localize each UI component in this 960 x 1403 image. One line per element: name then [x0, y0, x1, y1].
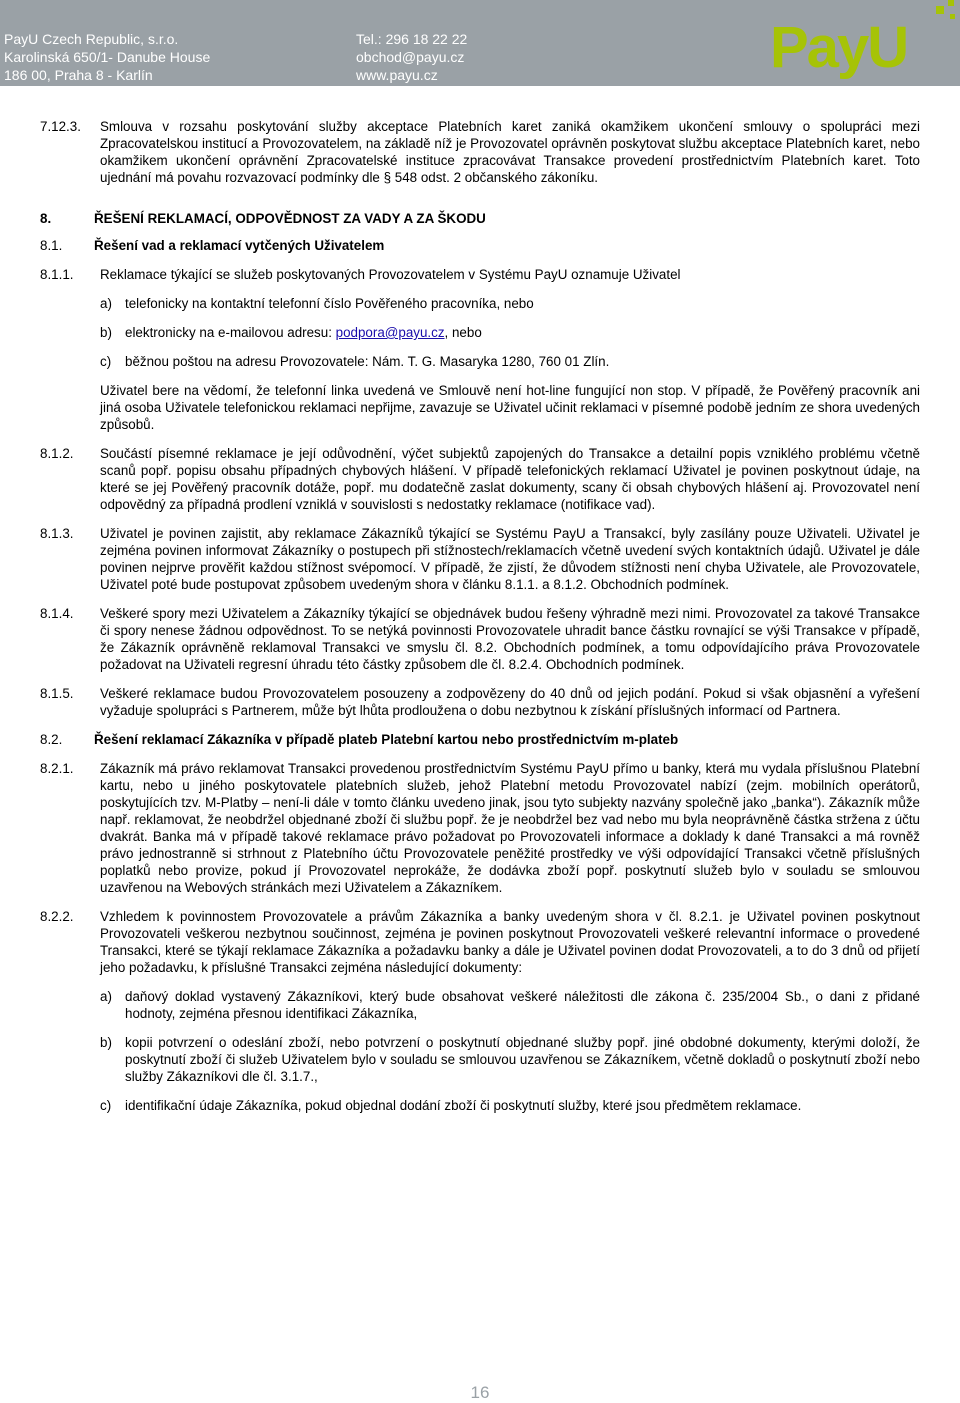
payu-logo	[764, 0, 960, 86]
section-text: Reklamace týkající se služeb poskytovaných Provozovatelem v Systému PayU oznamuje Uživatel	[100, 267, 681, 282]
section-8-2-heading	[40, 731, 920, 748]
company-address-block	[4, 30, 210, 84]
section-number: 8.2.	[40, 732, 63, 747]
list-text: daňový doklad vystavený Zákazníkovi, který bude obsahovat veškeré náležitosti dle zákona č. 235/2004 Sb., o dani z přidané hodnoty, zejména přesnou identifikaci Zákazníka,	[125, 989, 920, 1021]
address-line-2: 186 00, Praha 8 - Karlín	[4, 67, 153, 83]
section-text: Veškeré reklamace budou Provozovatelem posouzeny a zodpovězeny do 40 dnů od jejich podání. Pokud si však objasnění a vyřešení vyžaduje spolupráci s Partnerem, může být lhůta prodloužena o dobu nezbytnou k získání příslušných informací od Partnera.	[100, 686, 920, 718]
section-number: 8.1.1.	[40, 267, 74, 282]
list-label: a)	[100, 296, 112, 311]
list-text: elektronicky na e-mailovou adresu:	[125, 325, 336, 340]
support-email-link[interactable]: podpora@payu.cz	[335, 325, 445, 340]
list-label: c)	[100, 1098, 112, 1113]
section-number: 8.1.4.	[40, 606, 74, 621]
section-title: Řešení vad a reklamací vytčených Uživatelem	[94, 238, 385, 253]
website: www.payu.cz	[356, 67, 438, 83]
section-number: 8.1.2.	[40, 446, 74, 461]
list-item-c	[100, 353, 920, 370]
document-body	[40, 118, 920, 1114]
list-item-a	[100, 988, 920, 1022]
list-text-suffix: , nebo	[444, 325, 482, 340]
section-text: Uživatel je povinen zajistit, aby reklamace Zákazníků týkající se Systému PayU a Transakcí, byly zasílány pouze Uživateli. Uživatel je zejména povinen informovat Zákazníky o postupech při stížnostech/reklamacích včetně uvedení svých kontaktních údajů. Uživatel je dále povinen nejprve prověřit každou stížnost svépomocí. V případě, že zjistí, že důvodem stížnosti není chyba Uživatele, ale Provozovatele, Uživatel poté bude postupovat způsobem uvedeným shora v článku 8.1.1. a 8.1.2. Obchodních podmínek.	[100, 526, 920, 592]
list-label: b)	[100, 1035, 112, 1050]
hotline-note: Uživatel bere na vědomí, že telefonní linka uvedená ve Smlouvě není hot-line fungující non stop. V případě, že Pověřený pracovník ani jiná osoba Uživatele telefonickou reklamaci nepřijme, zavazuje se Uživatel učinit reklamaci v písemné podobě jedním ze shora uvedených způsobů.	[100, 383, 920, 432]
section-number: 8.1.5.	[40, 686, 74, 701]
section-number: 8.2.1.	[40, 761, 74, 776]
section-8-1-5	[40, 685, 920, 719]
list-item-c	[100, 1097, 920, 1114]
letterhead-band	[0, 0, 960, 86]
contact-block	[356, 30, 467, 84]
list-text: kopii potvrzení o odeslání zboží, nebo potvrzení o poskytnutí objednané služby popř. jiné obdobné dokumenty, kterými doloží, že poskytnutí zboží či služeb Uživatelem bylo v souladu se smlouvou uzavřenou se Zákazníkem, včetně dokladů o poskytnutí zboží nebo služby Zákazníkovi dle čl. 3.1.7.,	[125, 1035, 920, 1084]
section-title: Řešení reklamací Zákazníka v případě plateb Platební kartou nebo prostřednictvím m-plateb	[94, 732, 679, 747]
list-item-a	[100, 295, 920, 312]
section-8-1-4	[40, 605, 920, 673]
list-label: a)	[100, 989, 112, 1004]
section-number: 8.1.	[40, 238, 63, 253]
phone: Tel.: 296 18 22 22	[356, 31, 468, 47]
section-text: Vzhledem k povinnostem Provozovatele a právům Zákazníka a banky uvedeným shora v čl. 8.2.1. je Uživatel povinen poskytnout Provozovateli veškerou nezbytnou součinnost, zejména je povinen poskytnout Provozovateli veškeré relevantní informace o provedené Transakci, které se týkají reklamace Zákazníka a požadavku banky a dále je Uživatel povinen dodat Provozovateli, a to do 3 dnů od přijetí jeho požadavku, k příslušné Transakci zejména následující dokumenty:	[100, 909, 920, 975]
section-8-1-3	[40, 525, 920, 593]
section-text: Veškeré spory mezi Uživatelem a Zákazníky týkající se objednávek budou řešeny výhradně mezi nimi. Provozovatel za takové Transakce či spory nenese žádnou odpovědnost. To se netýká povinnosti Provozovatele uhradit bance částku rovnající se výši Transakce v případě, že Zákazník oprávněně reklamoval Transakci ve smyslu čl. 8.2. Obchodních podmínek, a tomu odpovídajícího práva Provozovatele požadovat na Uživateli regresní úhradu této částky způsobem dle čl. 8.2.4. Obchodních podmínek.	[100, 606, 920, 672]
section-text: Součástí písemné reklamace je její odůvodnění, výčet subjektů zapojených do Transakce a detailní popis vzniklého problému včetně scanů popř. popisu obsahu případných chybových hlášení. V případě telefonických reklamací Uživatel je povinen poskytnout údaje, na které se jej Pověřený pracovník dotáže, popř. mu dodatečně zaslat dokumenty, scany či obsah chybových hlášení aj. Provozovatel není odpovědný za případná prodlení vzniklá v souvislosti s nedostatky reklamace (notifikace vad).	[100, 446, 920, 512]
section-8-heading	[40, 210, 920, 227]
section-title: ŘEŠENÍ REKLAMACÍ, ODPOVĚDNOST ZA VADY A ZA ŠKODU	[94, 211, 486, 226]
list-item-b	[100, 324, 920, 341]
section-8-1-1	[40, 266, 920, 283]
section-8-2-1	[40, 760, 920, 896]
section-8-1-heading	[40, 237, 920, 254]
company-name: PayU Czech Republic, s.r.o.	[4, 31, 179, 47]
section-8-1-2	[40, 445, 920, 513]
section-number: 7.12.3.	[40, 119, 81, 134]
list-item-b	[100, 1034, 920, 1085]
list-text: telefonicky na kontaktní telefonní číslo Pověřeného pracovníka, nebo	[125, 296, 534, 311]
list-text: běžnou poštou na adresu Provozovatele: Nám. T. G. Masaryka 1280, 760 01 Zlín.	[125, 354, 610, 369]
list-label: b)	[100, 325, 112, 340]
section-text: Zákazník má právo reklamovat Transakci provedenou prostřednictvím Systému PayU přímo u banky, která mu vydala příslušnou Platební kartu, nebo u jiného poskytovatele platebních služeb, jehož Platební metodu Provozovatel nabízí (zejm. mobilních operátorů, poskytujících tzv. M-Platby – není-li dále v tomto článku uvedeno jinak, jsou tyto subjekty nazvány společně jako „banka“). Zákazník může např. reklamovat, že neobdržel objednané zboží či službu popř. že je neobdržel bez vad nebo mu byla neoprávněně částka stržena z účtu dvakrát. Banka má v případě takové reklamace právo požadovat po Provozovateli informace a doklady k dané Transakci a má rovněž právo jednostranně si strhnout z Platebního účtu Provozovatele peněžité prostředky ve výši odpovídající Transakci včetně příslušných poplatků nebo provize, pokud jí Provozovatel neprokáže, že dodávka zboží popř. poskytnutí služeb bylo v souladu se smlouvou uzavřenou na Webových stránkách mezi Uživatelem a Zákazníkem.	[100, 761, 920, 895]
section-text: Smlouva v rozsahu poskytování služby akceptace Platebních karet zaniká okamžikem ukončení smlouvy o spolupráci mezi Zpracovatelskou institucí a Provozovatelem, na základě níž je Provozovatel oprávněn poskytovat službu akceptace Platebních karet, nebo okamžikem ukončení oprávnění Zpracovatelské instituce zpracovávat Transakce provedení prostřednictvím Platebních karet. Toto ujednání má povahu rozvazovací podmínky dle § 548 odst. 2 občanského zákoníku.	[100, 119, 920, 185]
logo-dot	[950, 14, 955, 19]
section-7-12-3	[40, 118, 920, 186]
section-number: 8.	[40, 211, 52, 226]
page-number: 16	[470, 1383, 490, 1402]
list-label: c)	[100, 354, 112, 369]
section-8-2-2	[40, 908, 920, 976]
email: obchod@payu.cz	[356, 49, 465, 65]
address-line-1: Karolinská 650/1- Danube House	[4, 49, 211, 65]
section-number: 8.2.2.	[40, 909, 74, 924]
section-number: 8.1.3.	[40, 526, 74, 541]
list-text: identifikační údaje Zákazníka, pokud objednal dodání zboží či poskytnutí služby, které jsou předmětem reklamace.	[125, 1098, 802, 1113]
logo-wordmark: PayU	[770, 15, 908, 80]
logo-dot	[948, 0, 954, 6]
logo-dot	[936, 6, 944, 14]
